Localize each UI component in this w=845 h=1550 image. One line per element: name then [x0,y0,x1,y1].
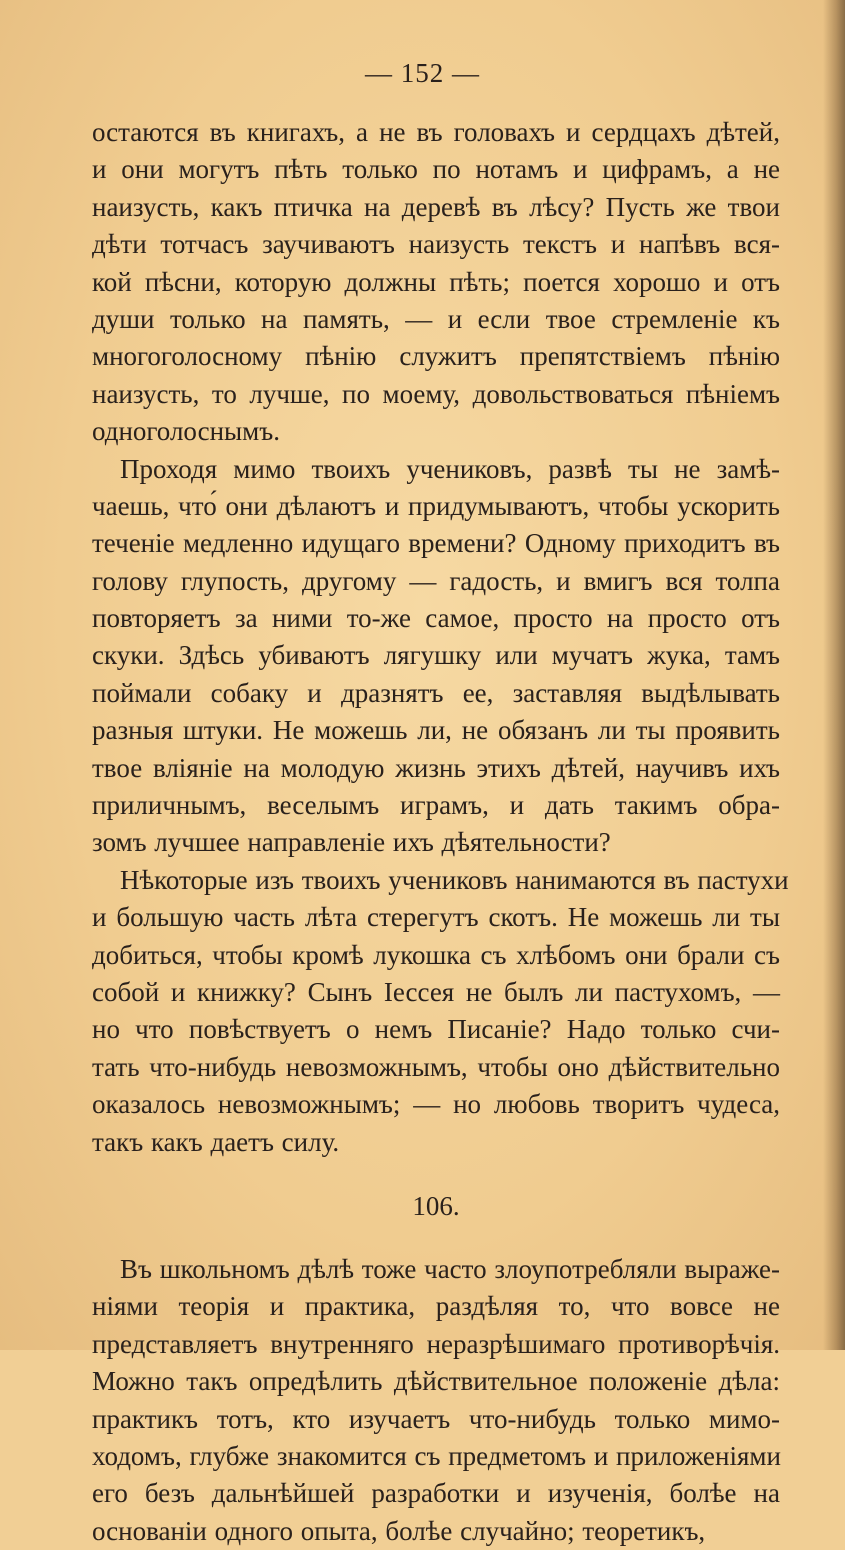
text-line: голову глупость, другому — гадость, и вмигъ вся толпа [92,565,780,596]
text-line: наизусть, какъ птичка на деревѣ въ лѣсу? Пусть же твои [92,191,780,222]
text-line: практикъ тотъ, кто изучаетъ что-нибудь только мимо- [92,1403,780,1434]
text-line: приличнымъ, веселымъ играмъ, и дать такимъ обра- [92,790,780,821]
text-line: зомъ лучшее направленіе ихъ дѣятельности? [92,827,611,858]
paragraph [92,1251,780,1550]
text-line: наизусть, то лучше, по моему, довольствоваться пѣніемъ [92,378,780,409]
text-line: поймали собаку и дразнятъ ее, заставляя выдѣлывать [92,677,780,708]
text-line: кой пѣсни, которую должны пѣть; поется хорошо и отъ [92,266,780,297]
paragraph [92,451,780,862]
text-line: но что повѣствуетъ о немъ Писаніе? Надо только счи- [92,1014,780,1045]
text-line: души только на память, — и если твое стремленіе къ [92,303,780,334]
text-line: и они могутъ пѣть только по нотамъ и цифрамъ, а не [92,154,780,185]
text-line: и большую часть лѣта стерегутъ скотъ. Не можешь ли ты [92,902,780,933]
text-line: многоголосному пѣнію служитъ препятствіемъ пѣнію [92,341,780,372]
text-line: ходомъ, глубже знакомится съ предметомъ и приложеніями [92,1440,781,1471]
text-line: разныя штуки. Не можешь ли, не обязанъ ли ты проявить [92,715,780,746]
body-text [92,114,789,1550]
text-line: собой и книжку? Сынъ Іессея не былъ ли пастухомъ, — [92,976,780,1007]
text-line: Въ школьномъ дѣлѣ тоже часто злоупотребляли выраже- [120,1253,780,1284]
text-line: одноголоснымъ. [92,416,280,447]
text-line: дѣти тотчасъ заучиваютъ наизусть текстъ и напѣвъ вся- [92,229,780,260]
text-line: Нѣкоторые изъ твоихъ учениковъ нанимаются въ пастухи [120,864,789,895]
text-line: скуки. Здѣсь убиваютъ лягушку или мучатъ жука, тамъ [92,640,780,671]
text-line: теченіе медленно идущаго времени? Одному приходитъ въ [92,528,780,559]
text-line: ніями теорія и практика, раздѣляя то, что вовсе не [92,1291,780,1322]
text-line: тать что-нибудь невозможнымъ, чтобы оно дѣйствительно [92,1051,780,1082]
page-number: — 152 — [365,58,480,88]
text-line: оказалось невозможнымъ; — но любовь творитъ чудеса, [92,1089,780,1120]
text-line: добиться, чтобы кромѣ лукошка съ хлѣбомъ они брали съ [92,939,780,970]
section-number: 106. [412,1190,460,1221]
text-line: основаніи одного опыта, болѣе случайно; теоретикъ, [92,1515,706,1546]
paragraph [92,862,789,1161]
page-edge-shadow [823,0,845,1350]
text-line: твое вліяніе на молодую жизнь этихъ дѣтей, научивъ ихъ [92,752,780,783]
text-line: представляетъ внутренняго неразрѣшимаго противорѣчія. [92,1328,780,1359]
text-line: повторяетъ за ними то-же самое, просто на просто отъ [92,603,780,634]
text-line: Можно такъ опредѣлить дѣйствительное положеніе дѣла: [92,1366,780,1397]
text-line: Проходя мимо твоихъ учениковъ, развѣ ты не замѣ- [120,453,780,484]
text-line: остаются въ книгахъ, а не въ головахъ и сердцахъ дѣтей, [92,117,780,147]
text-line: такъ какъ даетъ силу. [92,1126,340,1157]
paragraph [92,114,780,451]
text-line: чаешь, что́ они дѣлаютъ и придумываютъ, чтобы ускорить [92,490,780,521]
text-line: его безъ дальнѣйшей разработки и изученія, болѣе на [92,1478,780,1509]
